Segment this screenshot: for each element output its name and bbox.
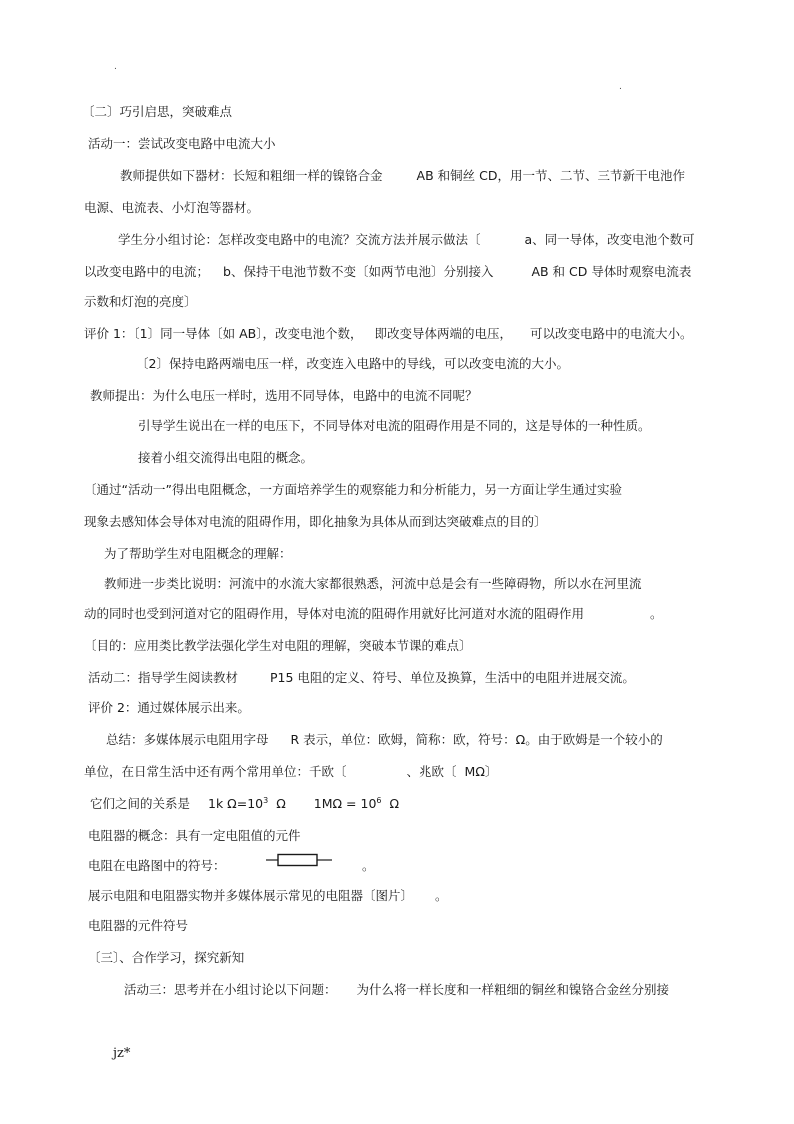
text-span: 总结：多媒体展示电阻用字母 (106, 732, 269, 747)
text-span: R 表示，单位：欧姆，简称：欧，符号：Ω。由于欧姆是一个较小的 (290, 732, 663, 747)
exponent-3: 3 (263, 795, 269, 805)
resistor-component-symbol: 电阻器的元件符号 (88, 918, 189, 933)
text-span: 活动二：指导学生阅读教材 (88, 670, 239, 685)
text-span: 活动三：思考并在小组讨论以下问题： (124, 982, 337, 997)
resistor-symbol-icon (266, 852, 332, 868)
mark-dot-left: . (114, 62, 117, 72)
text-span: 、兆欧〔 (406, 764, 457, 779)
note-activity-1-line-1: 〔通过“活动一”得出电阻概念，一方面培养学生的观察能力和分析能力，另一方面让学生通过实验 (84, 482, 622, 497)
text-span: MΩ〕 (464, 764, 498, 779)
help-understand: 为了帮助学生对电阻概念的理解： (104, 546, 292, 561)
page-footer: jz* (113, 1046, 131, 1061)
text-span: AB 和铜丝 CD，用一节、二节、三节新干电池作 (416, 168, 685, 183)
resistor-symbol-period: 。 (362, 858, 375, 873)
text-span: a、同一导体，改变电池个数可 (524, 232, 695, 247)
evaluation-1-point-2: 〔2〕保持电路两端电压一样，改变连入电路中的导线，可以改变电流的大小。 (136, 356, 569, 371)
analogy-line-1: 教师进一步类比说明：河流中的水流大家都很熟悉，河流中总是会有一些障碍物，所以水在河里流 (104, 576, 642, 591)
show-resistors (88, 888, 448, 904)
note-activity-1-line-2: 现象去感知体会导体对电流的阻碍作用，即化抽象为具体从而到达突破难点的目的〕 (84, 514, 547, 529)
text-span: 动的同时也受到河道对它的阻碍作用，导体对电流的阻碍作用就好比河道对水流的阻碍作用 (84, 606, 585, 621)
text-span: 以改变电路中的电流； (84, 264, 210, 279)
summary-line-2 (84, 764, 497, 780)
resistor-symbol-line (88, 858, 226, 874)
text-span: 。 (650, 606, 663, 621)
mark-dot-right: . (619, 82, 622, 92)
text-span: 教师提供如下器材：长短和粗细一样的镍铬合金 (120, 168, 383, 183)
summary-line-1 (106, 732, 663, 748)
text-span: b、保持干电池节数不变〔如两节电池〕分别接入 (223, 264, 494, 279)
text-span: 评价 1：〔1〕同一导体〔如 AB〕，改变电池个数， (84, 326, 363, 341)
text-span: 学生分小组讨论：怎样改变电路中的电流？交流方法并展示做法〔 (118, 232, 481, 247)
text-span: 为什么将一样长度和一样粗细的铜丝和镍铬合金丝分别接 (356, 982, 670, 997)
teacher-question: 教师提出：为什么电压一样时，选用不同导体，电路中的电流不同呢？ (90, 388, 478, 403)
text-span: 单位，在日常生活中还有两个常用单位：千欧〔 (84, 764, 347, 779)
paragraph-materials-line-2: 电源、电流表、小灯泡等器材。 (84, 200, 260, 215)
text-span: P15 电阻的定义、符号、单位及换算，生活中的电阻并进展交流。 (270, 670, 635, 685)
group-exchange: 接着小组交流得出电阻的概念。 (138, 450, 314, 465)
paragraph-discussion-line-1 (118, 232, 695, 248)
text-span: 。 (435, 888, 448, 903)
text-span: 它们之间的关系是 (90, 796, 191, 811)
activity-2 (88, 670, 635, 686)
resistor-concept: 电阻器的概念：具有一定电阻值的元件 (88, 828, 301, 843)
unit-relations (90, 796, 399, 812)
text-span: AB 和 CD 导体时观察电流表 (531, 264, 692, 279)
kohm-relation: 1k Ω=10 (208, 796, 264, 811)
activity-3 (124, 982, 669, 998)
guide-students: 引导学生说出在一样的电压下，不同导体对电流的阻碍作用是不同的，这是导体的一种性质。 (138, 418, 651, 433)
text-span: 可以改变电路中的电流大小。 (530, 326, 693, 341)
activity-1-title: 活动一：尝试改变电路中电流大小 (88, 136, 276, 151)
analogy-line-2 (84, 606, 663, 622)
paragraph-discussion-line-3: 示数和灯泡的亮度〕 (84, 294, 197, 309)
text-span: 即改变导体两端的电压， (374, 326, 512, 341)
paragraph-materials-line-1 (120, 168, 685, 184)
text-span: 电阻在电路图中的符号： (88, 858, 226, 873)
mohm-relation: 1MΩ = 10 (313, 796, 377, 811)
evaluation-1 (84, 326, 693, 342)
section-heading-2: 〔二〕巧引启思，突破难点 (82, 104, 233, 119)
paragraph-discussion-line-2 (84, 264, 691, 280)
ohm-symbol: Ω (389, 796, 400, 811)
ohm-symbol: Ω (276, 796, 286, 811)
evaluation-2: 评价 2：通过媒体展示出来。 (88, 700, 250, 715)
text-span: 展示电阻和电阻器实物并多媒体展示常见的电阻器〔图片〕 (88, 888, 414, 903)
section-heading-3: 〔三〕、合作学习，探究新知 (88, 950, 245, 965)
purpose-note: 〔目的：应用类比教学法强化学生对电阻的理解，突破本节课的难点〕 (84, 638, 472, 653)
exponent-6: 6 (376, 795, 382, 805)
